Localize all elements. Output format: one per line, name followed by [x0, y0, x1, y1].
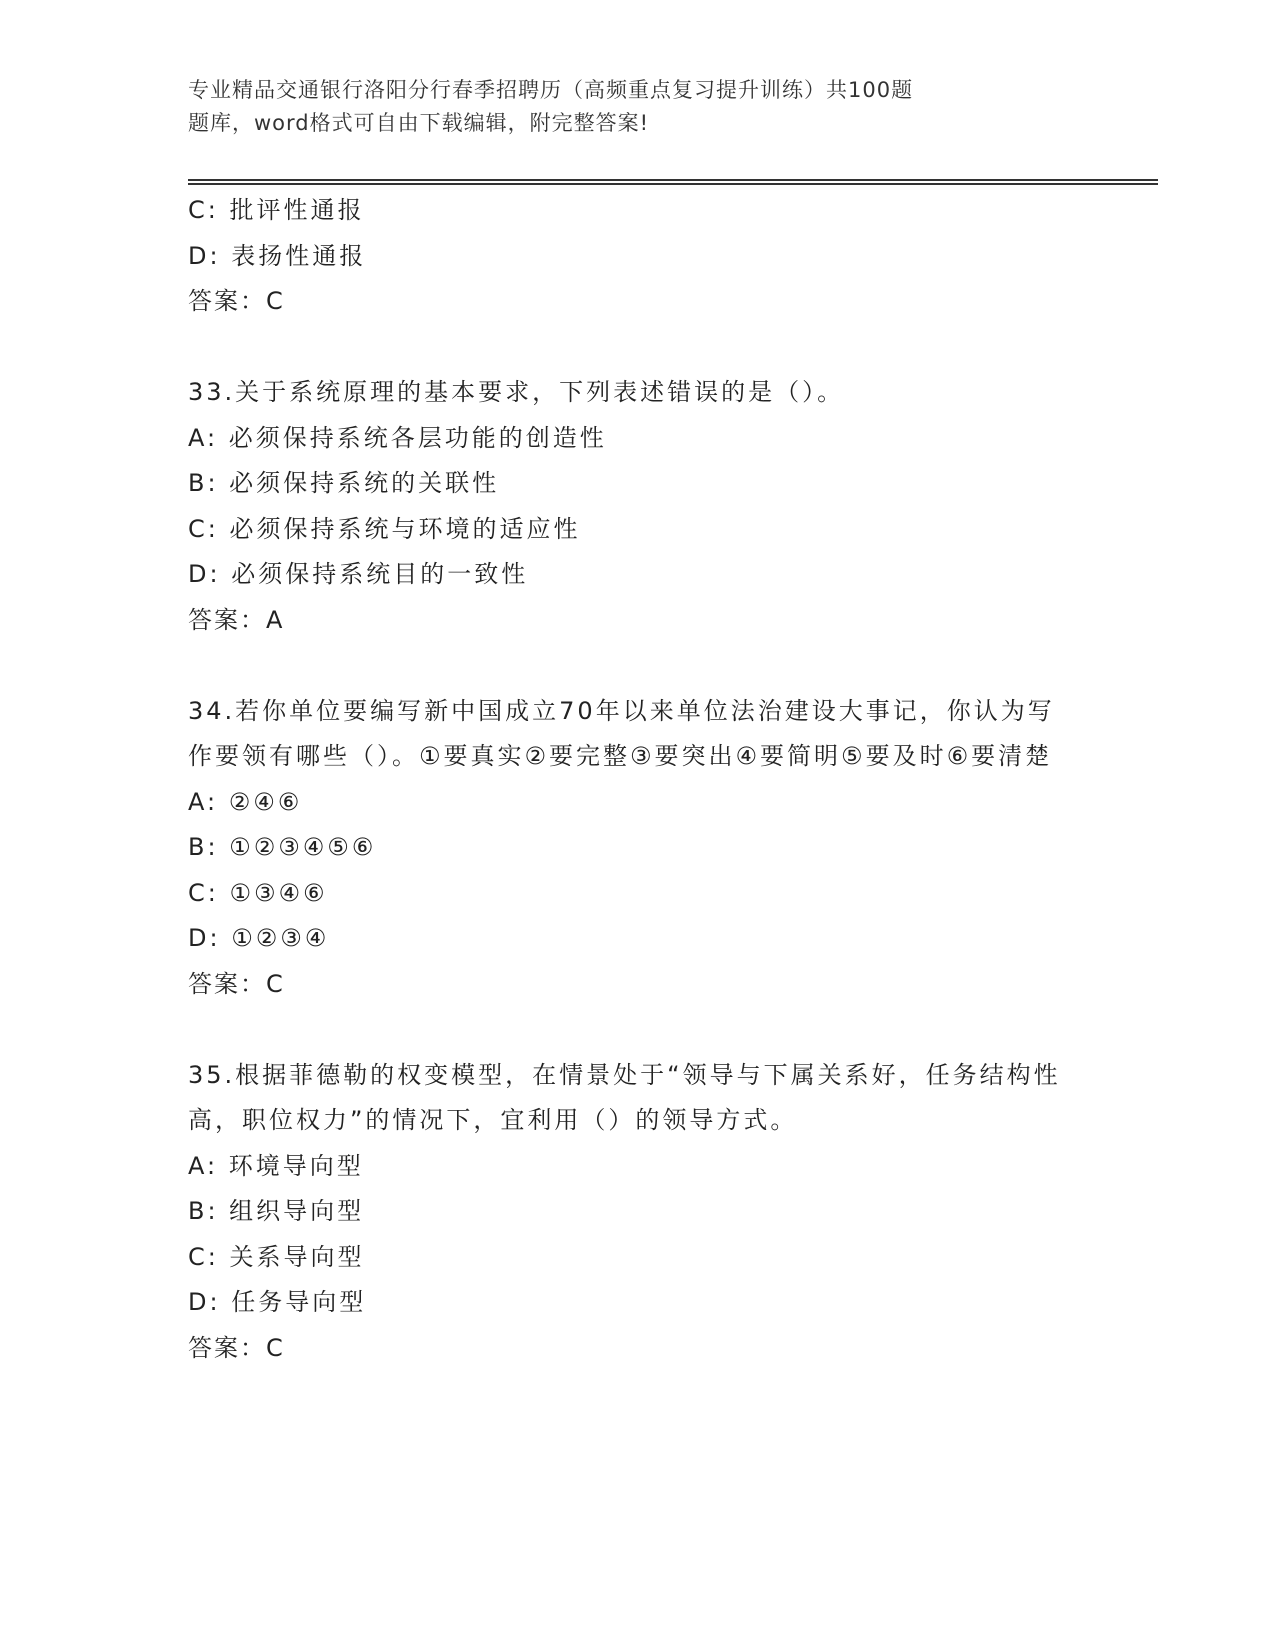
option-a: A: 必须保持系统各层功能的创造性: [188, 423, 607, 452]
question-list: [188, 188, 1088, 1417]
question-block-prev: [188, 188, 1088, 325]
option-d: D: 任务导向型: [188, 1288, 367, 1316]
option-c: C: 批评性通报: [188, 196, 365, 224]
option-d: D: ①②③④: [188, 924, 330, 952]
header-divider-bottom: [188, 183, 1158, 185]
document-header: [188, 74, 1028, 140]
question-block-33: [188, 370, 1088, 643]
option-b: B: ①②③④⑤⑥: [188, 833, 377, 861]
option-c: C: ①③④⑥: [188, 878, 328, 907]
option-c: C: 必须保持系统与环境的适应性: [188, 514, 581, 543]
answer-line: 答案：C: [188, 1333, 285, 1362]
option-a: A: ②④⑥: [188, 787, 303, 816]
option-b: B: 必须保持系统的关联性: [188, 469, 500, 497]
question-block-34: [188, 689, 1088, 1008]
option-d: D: 表扬性通报: [188, 241, 367, 270]
option-b: B: 组织导向型: [188, 1197, 365, 1225]
question-stem: 35.根据菲德勒的权变模型，在情景处于“领导与下属关系好，任务结构性高，职位权力”的情况下，宜利用（）的领导方式。: [188, 1060, 1061, 1134]
option-a: A: 环境导向型: [188, 1151, 364, 1180]
question-block-35: [188, 1053, 1088, 1372]
header-line-2: 题库，word格式可自由下载编辑，附完整答案!: [188, 111, 650, 135]
answer-line: 答案：A: [188, 605, 285, 634]
answer-line: 答案：C: [188, 287, 285, 315]
option-c: C: 关系导向型: [188, 1242, 365, 1271]
question-stem: 34.若你单位要编写新中国成立70年以来单位法治建设大事记，你认为写作要领有哪些（）。①要真实②要完整③要突出④要简明⑤要及时⑥要清楚: [188, 696, 1055, 770]
header-line-1: 专业精品交通银行洛阳分行春季招聘历（高频重点复习提升训练）共100题: [188, 78, 914, 102]
header-divider-top: [188, 179, 1158, 181]
option-d: D: 必须保持系统目的一致性: [188, 560, 529, 588]
question-stem: 33.关于系统原理的基本要求，下列表述错误的是（）。: [188, 378, 845, 406]
answer-line: 答案：C: [188, 969, 285, 998]
